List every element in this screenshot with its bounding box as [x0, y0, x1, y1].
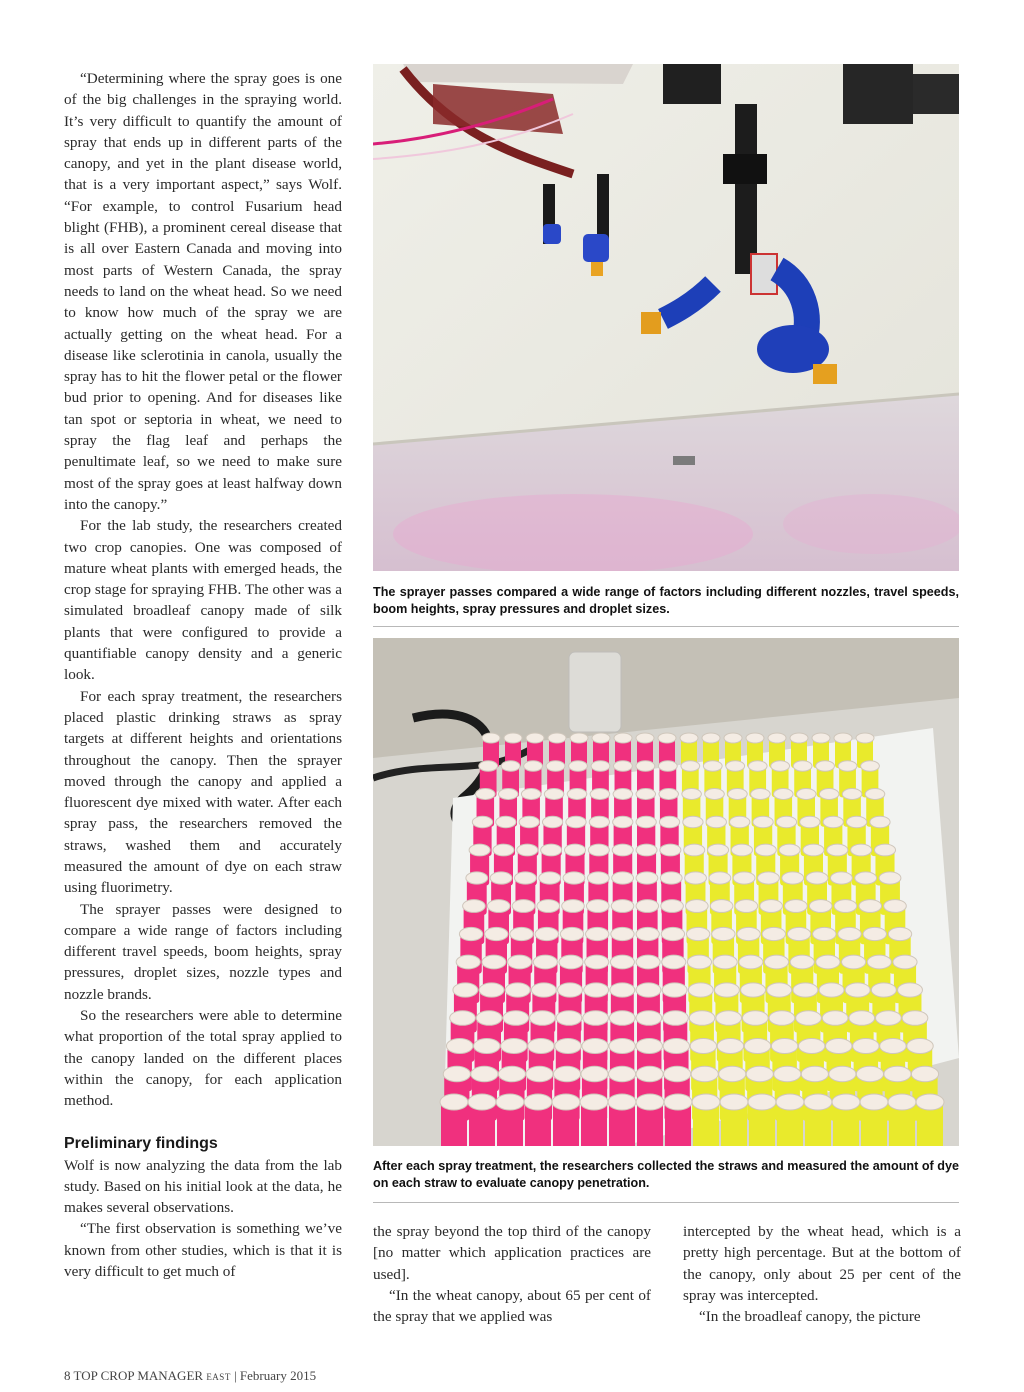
photo-caption: The sprayer passes compared a wide range of factors including different nozzles, travel speeds, boom heights, spray pressures and droplet sizes.	[373, 585, 959, 616]
photo-caption: After each spray treatment, the researchers collected the straws and measured the amount of dye on each straw to evaluate canopy penetration.	[373, 1159, 959, 1190]
paragraph: “In the broadleaf canopy, the picture	[699, 1308, 921, 1326]
paragraph: So the researchers were able to determine what proportion of the total spray applied to the canopy landed on the different places within the canopy, for each application method.	[64, 1007, 342, 1110]
paragraph: the spray beyond the top third of the canopy [no matter which application practices are used].	[373, 1223, 651, 1283]
caption-divider	[373, 1202, 959, 1203]
sprayer-photo-illustration	[373, 64, 959, 571]
caption-divider	[373, 626, 959, 627]
paragraph: For each spray treatment, the researchers placed plastic drinking straws as spray targets at different heights and orientations throughout the canopy. Then the sprayer moved through the canopy and applied a fluorescent dye mixed with water. After each spray pass, the researchers removed the straws, washed them and accurately measured the amount of dye on each straw using fluorimetry.	[64, 687, 342, 897]
page-number: 8	[64, 1368, 71, 1383]
sprayer-nozzles-photo	[373, 64, 959, 571]
issue-date: February 2015	[239, 1368, 317, 1383]
paragraph: “Determining where the spray goes is one of the big challenges in the spraying world. It’s very difficult to quantify the amount of spray that ends up in different parts of the canopy, and yet in the plant disease world, that is a very important aspect,” says Wolf. “For example, to control Fusarium head blight (FHB), a prominent cereal disease that is all over Eastern Canada and moving into most parts of Western Canada, the spray needs to land on the wheat head. So we need to know how much of the spray we are actually getting on the wheat head. For a disease like sclerotinia in canola, usually the spray has to hit the flower petal or the flower bud prior to opening. And for diseases like tan spot or septoria in wheat, we need to spray the flag leaf and perhaps the penultimate leaf, so we need to make sure most of the spray goes at least halfway down into the canopy.”	[64, 70, 342, 513]
paragraph: “In the wheat canopy, about 65 per cent of the spray that we applied was	[373, 1286, 651, 1326]
footer-separator: |	[234, 1368, 237, 1383]
magazine-name: TOP CROP MANAGER	[73, 1368, 204, 1383]
bottom-text-column-1	[373, 1221, 651, 1327]
dye-tubes-photo	[373, 638, 959, 1146]
bottom-text-column-2	[683, 1221, 961, 1327]
paragraph: “The first observation is something we’ve known from other studies, which is that it is very difficult to get much of	[64, 1220, 342, 1281]
edition-label: EAST	[206, 1372, 231, 1382]
paragraph: For the lab study, the researchers created two crop canopies. One was composed of mature wheat plants with emerged heads, the crop stage for spraying FHB. The other was a simulated broadleaf canopy made of silk plants that were configured to provide a quantifiable canopy density and a generic look.	[64, 517, 342, 684]
tubes-photo-illustration	[373, 638, 959, 1146]
section-heading: Preliminary findings	[64, 1134, 218, 1152]
paragraph: The sprayer passes were designed to compare a wide range of factors including different travel speeds, boom heights, spray pressures, droplet sizes, nozzle types and nozzle brands.	[64, 900, 342, 1003]
paragraph: intercepted by the wheat head, which is a pretty high percentage. But at the bottom of the canopy, only about 25 per cent of the spray was intercepted.	[683, 1223, 961, 1304]
paragraph: Wolf is now analyzing the data from the lab study. Based on his initial look at the data, he makes several observations.	[64, 1156, 342, 1217]
left-text-column	[64, 68, 342, 1282]
page-footer	[64, 1368, 316, 1384]
